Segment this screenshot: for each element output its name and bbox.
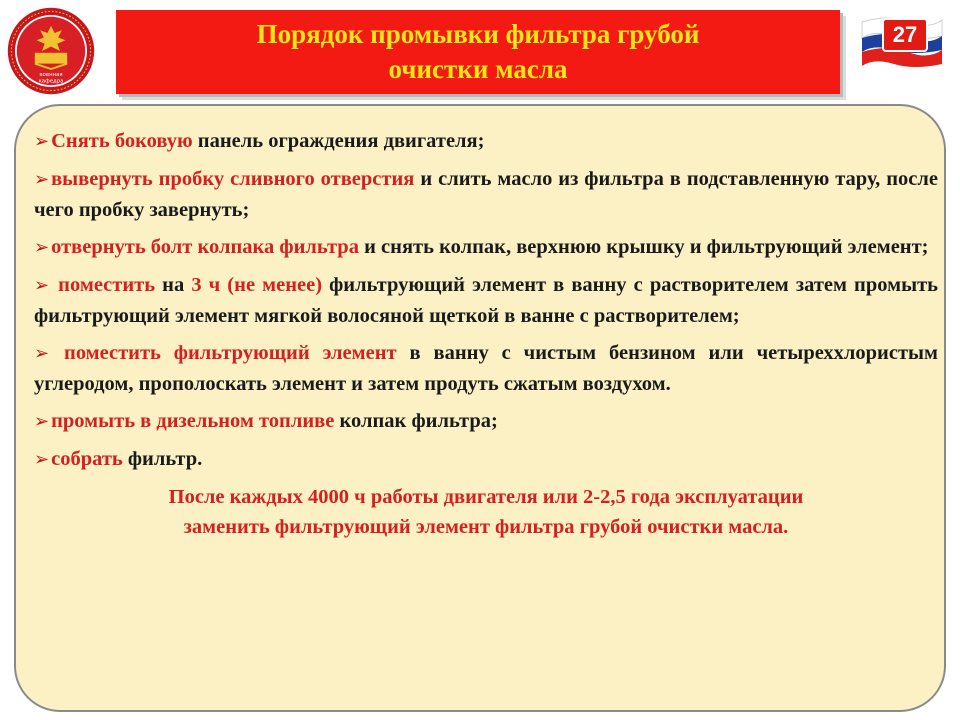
- step-highlight: поместить: [51, 274, 156, 296]
- note-line2: заменить фильтрующий элемент фильтра грубой очистки масла.: [183, 516, 789, 538]
- arrow-bullet-icon: ➢: [34, 169, 50, 190]
- steps-list: [34, 126, 938, 542]
- list-item: [34, 232, 938, 263]
- step-highlight-duration: 3 ч (не менее): [191, 274, 323, 296]
- step-text: и слить масло из фильтра в подставленную тару, после чего пробку завернуть;: [34, 168, 938, 221]
- step-highlight: вывернуть пробку сливного отверстия: [51, 168, 415, 190]
- step-text: колпак фильтра;: [334, 410, 498, 432]
- list-item: [34, 270, 938, 331]
- title-banner: [116, 10, 840, 94]
- step-highlight: промыть в дизельном топливе: [51, 410, 335, 432]
- page-title-line2: очистки масла: [388, 54, 568, 84]
- step-highlight: поместить фильтрующий элемент: [51, 342, 397, 364]
- step-highlight: отвернуть болт колпака фильтра: [51, 236, 359, 258]
- maintenance-note: [34, 482, 938, 542]
- list-item: [34, 164, 938, 225]
- step-highlight: собрать: [51, 448, 123, 470]
- emblem-text-bottom: кафедра: [38, 78, 64, 85]
- step-text: панель ограждения двигателя;: [192, 130, 485, 152]
- note-line1: После каждых 4000 ч работы двигателя или 2-2,5 года эксплуатации: [168, 486, 804, 508]
- step-text: в ванну с чистым бензином или четыреххлористым углеродом, прополоскать элемент и затем продуть сжатым воздухом.: [34, 342, 939, 395]
- step-text: и снять колпак, верхнюю крышку и фильтрующий элемент;: [358, 236, 929, 258]
- slide-number: 27: [882, 18, 928, 52]
- military-department-emblem: [6, 6, 96, 96]
- step-text: фильтр.: [122, 448, 203, 470]
- list-item: [34, 444, 938, 475]
- arrow-bullet-icon: ➢: [34, 449, 50, 470]
- step-text: фильтрующий элемент в ванну с растворителем затем промыть фильтрующий элемент мягкой волосяной щеткой в ванне с растворителем;: [34, 274, 938, 327]
- step-highlight: Снять боковую: [51, 130, 193, 152]
- arrow-bullet-icon: ➢: [34, 237, 50, 258]
- step-text: на: [155, 274, 192, 296]
- arrow-bullet-icon: ➢: [34, 131, 50, 152]
- arrow-bullet-icon: ➢: [34, 343, 50, 364]
- list-item: [34, 338, 938, 399]
- list-item: [34, 406, 938, 437]
- emblem-text-top: военная: [39, 72, 63, 79]
- arrow-bullet-icon: ➢: [34, 275, 50, 296]
- slide-number-badge: [858, 12, 944, 70]
- arrow-bullet-icon: ➢: [34, 411, 50, 432]
- list-item: [34, 126, 938, 157]
- page-title-line1: Порядок промывки фильтра грубой: [256, 19, 700, 49]
